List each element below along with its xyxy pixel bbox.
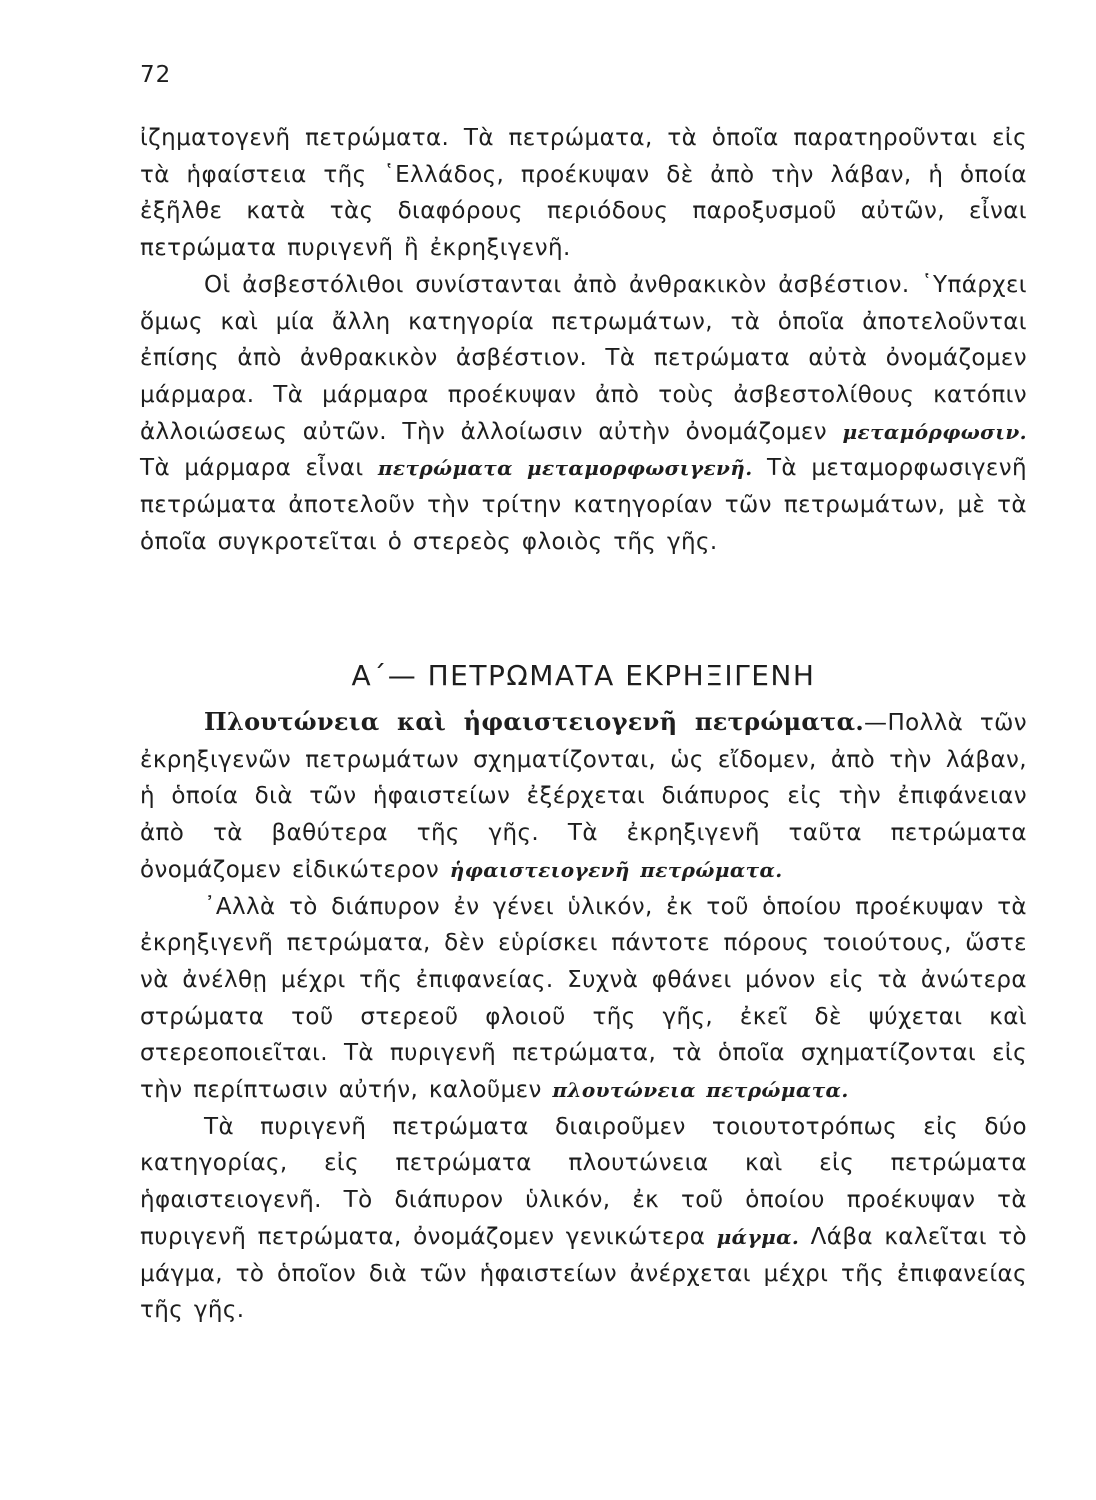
intro-p2-start: Οἱ ἀσβεστόλιθοι συνίστανται ἀπὸ ἀνθρακικὸν ἀσβέστιον. ῾Υπάρχει ὅμως καὶ μία ἄλλη κατηγορία πετρωμάτων, τὰ ὁποῖα ἀποτελοῦνται ἐπίσης ἀπὸ ἀνθρακικὸν ἀσβέστιον. Τὰ πετρώματα αὐτὰ ὀνομάζομεν μάρμαρα. Τὰ μάρμαρα προέκυψαν ἀπὸ τοὺς ἀσβεστολίθους κατόπιν ἀλλοιώσεως αὐτῶν. Τὴν ἀλλοίωσιν αὐτὴν ὀνομάζομεν bbox=[140, 271, 1027, 445]
intro-p1-text: ἰζηματογενῆ πετρώματα. Τὰ πετρώματα, τὰ ὁποῖα παρατηροῦνται εἰς τὰ ἡφαίστεια τῆς ῾Ελλάδος, προέκυψαν δὲ ἀπὸ τὴν λάβαν, ἡ ὁποία ἐξῆλθε κατὰ τὰς διαφόρους περιόδους παροξυσμοῦ αὐτῶν, εἶναι πετρώματα πυριγενῆ ἢ ἐκρηξιγενῆ. bbox=[140, 125, 1027, 262]
intro-p2-end: Τὰ μεταμορφωσιγενῆ πετρώματα ἀποτελοῦν τὴν τρίτην κατηγορίαν τῶν πετρωμάτων, μὲ τὰ ὁποῖα συγκροτεῖται ὁ στερεὸς φλοιὸς τῆς γῆς. bbox=[140, 455, 1027, 555]
section-paragraph-2 bbox=[140, 889, 1027, 1109]
subheading: Πλουτώνεια καὶ ἡφαιστειογενῆ πετρώματα. bbox=[204, 707, 865, 736]
section-p2-start: ᾿Αλλὰ τὸ διάπυρον ἐν γένει ὑλικόν, ἐκ τοῦ ὁποίου προέκυψαν τὰ ἐκρηξιγενῆ πετρώματα, δὲν εὑρίσκει πάντοτε πόρους τοιούτους, ὥστε νὰ ἀνέλθῃ μέχρι τῆς ἐπιφανείας. Συχνὰ φθάνει μόνον εἰς τὰ ἀνώτερα στρώματα τοῦ στερεοῦ φλοιοῦ τῆς γῆς, ἐκεῖ δὲ ψύχεται καὶ στερεοποιεῖται. Τὰ πυριγενῆ πετρώματα, τὰ ὁποῖα σχηματίζονται εἰς τὴν περίπτωσιν αὐτήν, καλοῦμεν bbox=[140, 893, 1027, 1104]
intro-p2-mid: Τὰ μάρμαρα εἶναι bbox=[140, 455, 378, 482]
section-paragraph-3 bbox=[140, 1109, 1027, 1329]
section-text bbox=[140, 704, 1027, 1329]
section-p1-start: —Πολλὰ τῶν ἐκρηξιγενῶν πετρωμάτων σχηματίζονται, ὡς εἴδομεν, ἀπὸ τὴν λάβαν, ἡ ὁποία διὰ τῶν ἡφαιστείων ἐξέρχεται διάπυρος εἰς τὴν ἐπιφάνειαν ἀπὸ τὰ βαθύτερα τῆς γῆς. Τὰ ἐκρηξιγενῆ ταῦτα πετρώματα ὀνομάζομεν εἰδικώτερον bbox=[140, 710, 1027, 883]
page-number: 72 bbox=[140, 62, 172, 88]
section-p3-start: Τὰ πυριγενῆ πετρώματα διαιροῦμεν τοιουτοτρόπως εἰς δύο κατηγορίας, εἰς πετρώματα πλουτώνεια καὶ εἰς πετρώματα ἡφαιστειογενῆ. Τὸ διάπυρον ὑλικόν, ἐκ τοῦ ὁποίου προέκυψαν τὰ πυριγενῆ πετρώματα, ὀνομάζομεν γενικώτερα bbox=[140, 1113, 1027, 1250]
term-plutonic-rocks: πλουτώνεια πετρώματα. bbox=[552, 1078, 849, 1103]
term-volcanic-rocks: ἡφαιστειογενῆ πετρώματα. bbox=[449, 857, 783, 882]
section-p3-end: Λάβα καλεῖται τὸ μάγμα, τὸ ὁποῖον διὰ τῶν ἡφαιστείων ἀνέρχεται μέχρι τῆς ἐπιφανείας τῆς γῆς. bbox=[140, 1223, 1027, 1324]
intro-paragraph-1 bbox=[140, 120, 1027, 267]
term-metamorphosis: μεταμόρφωσιν. bbox=[842, 419, 1027, 444]
term-metamorphic-rocks: πετρώματα μεταμορφωσιγενῆ. bbox=[377, 456, 753, 481]
term-magma: μάγμα. bbox=[716, 1224, 800, 1249]
intro-paragraph-2 bbox=[140, 267, 1027, 561]
section-title: Α΄— ΠΕΤΡΩΜΑΤΑ ΕΚΡΗΞΙΓΕΝΗ bbox=[351, 659, 816, 693]
section-paragraph-1 bbox=[140, 704, 1027, 889]
intro-text bbox=[140, 120, 1027, 560]
